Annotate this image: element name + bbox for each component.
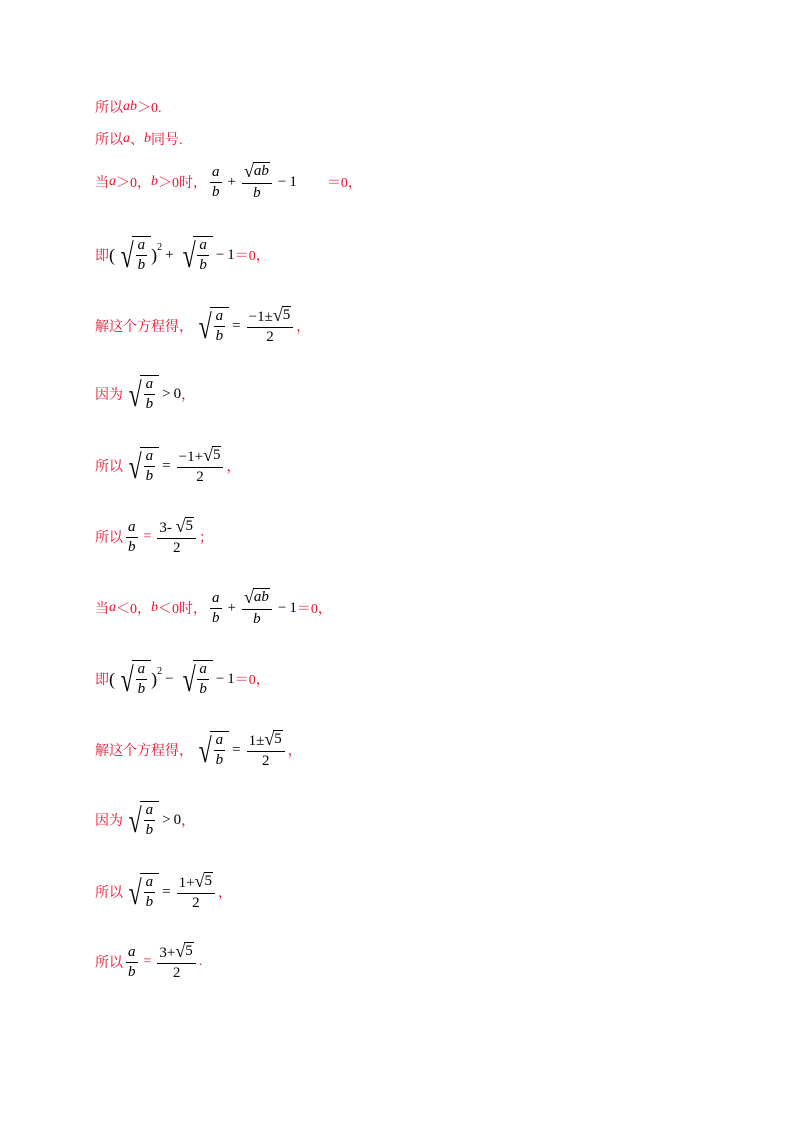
text: 所以 xyxy=(95,886,123,901)
line-14 xyxy=(95,942,202,982)
text: 解这个方程得， xyxy=(95,320,193,335)
text: ＞0. xyxy=(137,101,162,116)
var-ab: ab xyxy=(123,99,137,114)
text: 同号. xyxy=(151,133,183,148)
equation: √ $\frac{a}{b}$ = −1± √ 5 2 xyxy=(193,306,296,346)
text: ， xyxy=(226,460,241,475)
line-11 xyxy=(95,730,302,770)
text: ， xyxy=(296,320,311,335)
line-3 xyxy=(95,162,362,202)
fraction: √ ab b xyxy=(242,162,272,202)
text: 所以 xyxy=(95,133,123,148)
line-7 xyxy=(95,446,240,486)
text: 当 xyxy=(95,602,109,617)
text: 所以 xyxy=(95,956,123,971)
line-2 xyxy=(95,129,183,149)
line-12 xyxy=(95,801,195,839)
equation: $\frac{a}{b}$ + √ ab b − 1 xyxy=(212,587,297,627)
var-b: b xyxy=(144,131,151,146)
line-1 xyxy=(95,97,162,117)
line-6 xyxy=(95,375,195,413)
text: 当 xyxy=(95,176,109,191)
text: ， xyxy=(181,388,196,403)
text: ＞0时， xyxy=(158,176,207,191)
text: ， xyxy=(287,744,302,759)
text: ， xyxy=(218,886,232,901)
text: ， xyxy=(181,814,196,829)
text: ＝0， xyxy=(296,602,332,617)
fraction: $\frac{a}{b}$ xyxy=(212,163,220,200)
text: ＞0， xyxy=(116,176,151,191)
var-b: b xyxy=(151,600,158,615)
line-13 xyxy=(95,872,232,912)
text: 即 xyxy=(95,249,109,264)
equation: $\frac{a}{b}$ = 3+ √ 5 2 xyxy=(123,942,199,982)
text: 即 xyxy=(95,673,109,688)
text: ＜0， xyxy=(116,602,151,617)
text: ＝0， xyxy=(234,249,270,264)
text: ； xyxy=(199,531,214,546)
line-9 xyxy=(95,588,332,628)
var-a: a xyxy=(109,600,116,615)
text: ＝0， xyxy=(234,673,270,688)
equation: $\frac{a}{b}$ + √ ab b − 1 xyxy=(212,161,297,201)
equation: $\frac{a}{b}$ = 3- √ 5 2 xyxy=(123,517,199,557)
text: 因为 xyxy=(95,814,123,829)
line-8 xyxy=(95,517,213,557)
text: 所以 xyxy=(95,460,123,475)
text: ＝0， xyxy=(326,176,362,191)
equation: √ $\frac{a}{b}$ > 0 xyxy=(128,376,182,414)
var-a: a xyxy=(123,131,130,146)
var-a: a xyxy=(109,174,116,189)
text: 解这个方程得， xyxy=(95,744,193,759)
line-10 xyxy=(95,660,270,698)
text: . xyxy=(198,954,203,969)
line-5 xyxy=(95,306,310,346)
text: 、 xyxy=(130,133,144,148)
text: 因为 xyxy=(95,388,123,403)
text: 所以 xyxy=(95,531,123,546)
line-4 xyxy=(95,236,270,274)
equation: √ $\frac{a}{b}$ = −1+ √ 5 2 xyxy=(123,446,226,486)
var-b: b xyxy=(151,174,158,189)
equation: √ $\frac{a}{b}$ = 1± √ 5 2 xyxy=(193,730,288,770)
text: ＜0时， xyxy=(158,602,207,617)
equation: ( √ $\frac{a}{b}$ ) 2 + √ $\frac{a}{b}$ − 1 xyxy=(109,237,235,275)
equation: ( √ $\frac{a}{b}$ ) 2 − √ $\frac{a}{b}$ − 1 xyxy=(109,661,235,699)
equation: √ $\frac{a}{b}$ > 0 xyxy=(128,802,182,840)
text: 所以 xyxy=(95,101,123,116)
equation: √ $\frac{a}{b}$ = 1+ √ 5 2 xyxy=(123,872,218,912)
